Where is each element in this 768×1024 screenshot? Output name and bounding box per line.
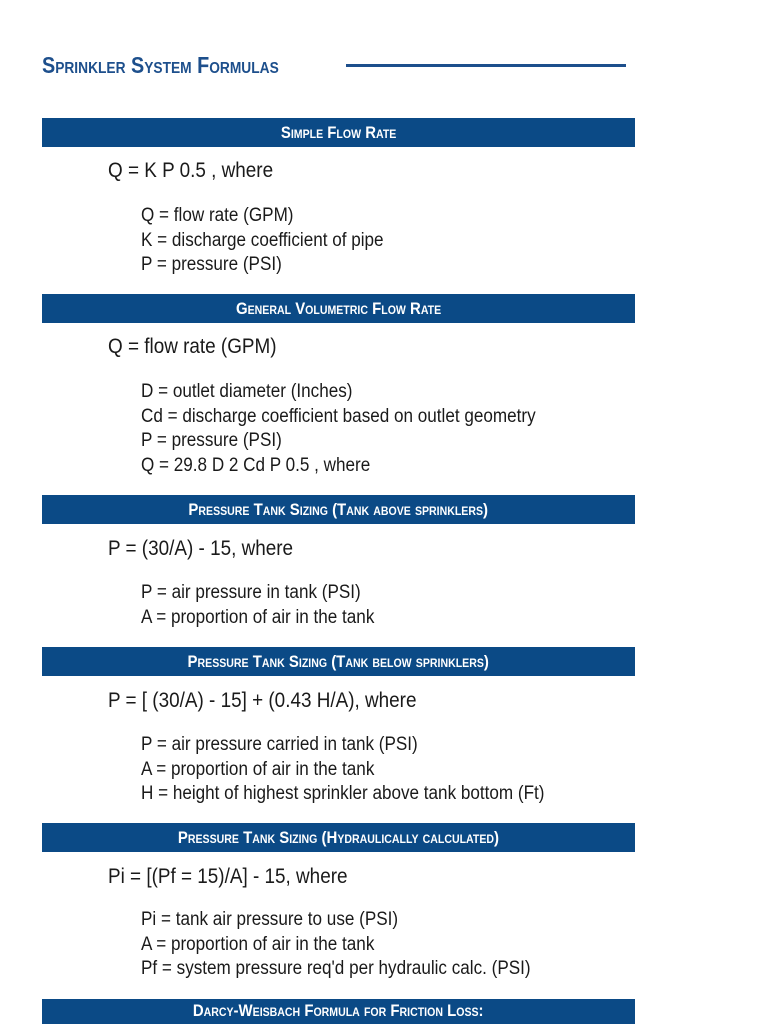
section-heading: Pressure Tank Sizing (Hydraulically calculated)	[177, 827, 500, 847]
formula-tank-above-sprinklers: P = (30/A) - 15, where	[108, 537, 294, 560]
section-heading: Darcy-Weisbach Formula for Friction Loss:	[193, 1001, 484, 1020]
section-header-hydraulically-calculated	[42, 823, 635, 852]
section-heading: General Volumetric Flow Rate	[235, 298, 442, 318]
definitions-tank-above-sprinklers	[141, 581, 400, 630]
definition-item: A = proportion of air in the tank	[141, 606, 375, 628]
definition-item: D = outlet diameter (Inches)	[141, 381, 353, 402]
definition-item: Q = 29.8 D 2 Cd P 0.5 , where	[141, 454, 371, 476]
definitions-hydraulically-calculated	[141, 908, 574, 982]
title-rule	[346, 64, 626, 67]
definition-item: H = height of highest sprinkler above tank bottom (Ft)	[141, 783, 545, 804]
definition-item: A = proportion of air in the tank	[141, 933, 375, 955]
definition-item: P = pressure (PSI)	[141, 430, 282, 451]
definition-item: Q = flow rate (GPM)	[141, 205, 294, 226]
page-title: Sprinkler System Formulas	[42, 51, 279, 78]
definition-item: Pi = tank air pressure to use (PSI)	[141, 909, 399, 930]
section-heading: Pressure Tank Sizing (Tank above sprinklers)	[188, 499, 489, 519]
definition-item: P = air pressure in tank (PSI)	[141, 582, 361, 603]
definition-item: P = air pressure carried in tank (PSI)	[141, 734, 418, 755]
section-heading: Pressure Tank Sizing (Tank below sprinklers)	[187, 651, 490, 671]
formula-hydraulically-calculated: Pi = [(Pf = 15)/A] - 15, where	[108, 865, 348, 888]
section-heading: Simple Flow Rate	[280, 122, 397, 142]
definitions-simple-flow-rate	[141, 204, 411, 278]
definition-item: Pf = system pressure req'd per hydraulic calc. (PSI)	[141, 958, 531, 979]
definitions-tank-below-sprinklers	[141, 733, 589, 807]
section-header-tank-below-sprinklers	[42, 647, 635, 676]
definitions-general-volumetric-flow-rate	[141, 380, 580, 478]
section-header-simple-flow-rate	[42, 118, 635, 147]
formula-tank-below-sprinklers: P = [ (30/A) - 15] + (0.43 H/A), where	[108, 689, 417, 712]
formula-general-volumetric-flow-rate: Q = flow rate (GPM)	[108, 335, 277, 358]
definition-item: A = proportion of air in the tank	[141, 758, 375, 780]
definition-item: Cd = discharge coefficient based on outlet geometry	[141, 405, 536, 427]
section-header-darcy-weisbach	[42, 999, 635, 1024]
section-header-tank-above-sprinklers	[42, 495, 635, 524]
section-header-general-volumetric-flow-rate	[42, 294, 635, 323]
definition-item: P = pressure (PSI)	[141, 254, 282, 275]
definition-item: K = discharge coefficient of pipe	[141, 229, 384, 251]
formula-simple-flow-rate: Q = K P 0.5 , where	[108, 159, 274, 182]
